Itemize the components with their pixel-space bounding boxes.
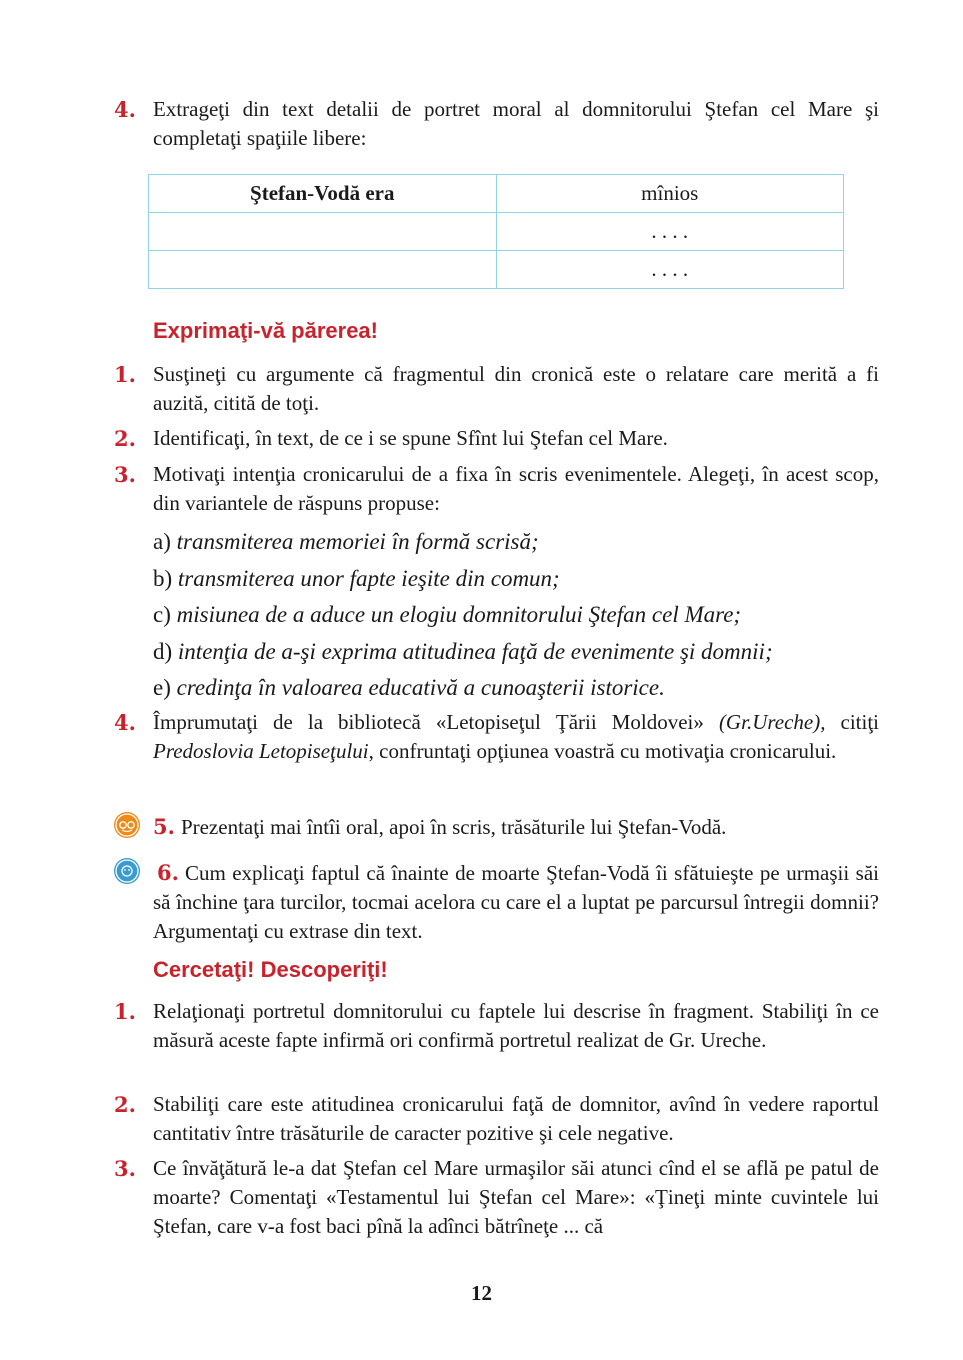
question-text [153, 708, 879, 766]
answer-option [153, 564, 560, 594]
option-letter: a) [153, 529, 171, 554]
answer-option [153, 673, 665, 703]
question-text: Identificaţi, în text, de ce i se spune Sfînt lui Ştefan cel Mare. [153, 426, 668, 450]
question-text: Relaţionaţi portretul domnitorului cu faptele lui descrise în fragment. Stabiliţi în ce măsură aceste fapte infirmă ori confirmă portretul realizat de Gr. Ureche. [153, 999, 879, 1052]
question-text: Stabiliţi care este atitudinea cronicarului faţă de domnitor, avînd în vedere raportul cantitativ între trăsăturile de caracter pozitive şi cele negative. [153, 1092, 879, 1145]
option-letter: b) [153, 566, 173, 591]
table-cell[interactable]: . . . . [496, 213, 844, 251]
text-span: Împrumutaţi de la bibliotecă «Letopiseţul Ţării Moldovei» [153, 710, 719, 734]
table-cell[interactable] [149, 251, 497, 289]
option-text: intenţia de a-şi exprima atitudinea faţă de evenimente şi domnii; [177, 639, 773, 664]
table-cell: mînios [496, 175, 844, 213]
option-text: credinţa în valoarea educativă a cunoaşterii istorice. [176, 675, 665, 700]
section-heading: Cercetaţi! Descoperiţi! [153, 957, 388, 982]
question-text: Ce învăţătură le-a dat Ştefan cel Mare urmaşilor săi atunci cînd el se află pe patul de moarte? Comentaţi «Testamentul lui Ştefan cel Mare»: «Ţineţi minte cuvintele lui Ştefan, care v-a fost baci pînă la adînci bătrîneţe ... că [153, 1156, 879, 1238]
question-text: Motivaţi intenţia cronicarului de a fixa în scris evenimentele. Alegeţi, în acest scop, din variantele de răspuns propuse: [153, 462, 879, 515]
table-row [149, 213, 844, 251]
option-text: transmiterea memoriei în formă scrisă; [176, 529, 539, 554]
section-heading: Exprimaţi-vă părerea! [153, 318, 378, 343]
text-span: Prezentaţi mai întîi oral, apoi în scris, trăsăturile lui Ştefan-Vodă. [180, 815, 727, 839]
option-letter: e) [153, 675, 171, 700]
option-text: transmiterea unor fapte ieşite din comun; [177, 566, 560, 591]
text-span: , confruntaţi opţiunea voastră cu motivaţia cronicarului. [368, 739, 837, 763]
task-text: Extrageţi din text detalii de portret moral al domnitorului Ştefan cel Mare şi completaţi spaţiile libere: [153, 97, 879, 150]
question-number: 1. [114, 362, 136, 387]
option-letter: c) [153, 602, 171, 627]
question-number: 3. [114, 462, 136, 487]
answer-option [153, 527, 539, 557]
question-number: 1. [114, 999, 136, 1024]
task-number: 4. [114, 97, 136, 122]
question-number: 6. [157, 860, 179, 885]
question-number: 2. [114, 1092, 136, 1117]
question-text [153, 812, 879, 842]
answer-option [153, 600, 741, 630]
question-text [153, 858, 879, 946]
individual-work-icon [114, 858, 140, 884]
option-letter: d) [153, 639, 173, 664]
question-number: 3. [114, 1156, 136, 1181]
table-row [149, 251, 844, 289]
question-text: Susţineţi cu argumente că fragmentul din cronică este o relatare care merită a fi auzită, citită de toţi. [153, 362, 879, 415]
question-number: 4. [114, 710, 136, 735]
portrait-table [148, 174, 844, 289]
answer-option [153, 637, 773, 667]
text-span: Cum explicaţi faptul că înainte de moarte Ştefan-Vodă îi sfătuieşte pe urmaşii săi să închine ţara turcilor, tocmai acelora cu care el a luptat pe parcursul întregii domnii? Argumentaţi cu extrase din text. [153, 861, 879, 943]
page-number: 12 [471, 1281, 492, 1305]
text-span-italic: Predoslovia Letopiseţului [153, 739, 369, 763]
table-row [149, 175, 844, 213]
text-span-italic: (Gr.Ureche), [718, 710, 826, 734]
table-cell: Ştefan-Vodă era [149, 175, 497, 213]
group-work-icon [114, 812, 140, 838]
question-number: 2. [114, 426, 136, 451]
text-span: citiţi [825, 710, 879, 734]
table-cell[interactable] [149, 213, 497, 251]
table-cell[interactable]: . . . . [496, 251, 844, 289]
question-number: 5. [153, 814, 175, 839]
option-text: misiunea de a aduce un elogiu domnitorului Ştefan cel Mare; [176, 602, 742, 627]
